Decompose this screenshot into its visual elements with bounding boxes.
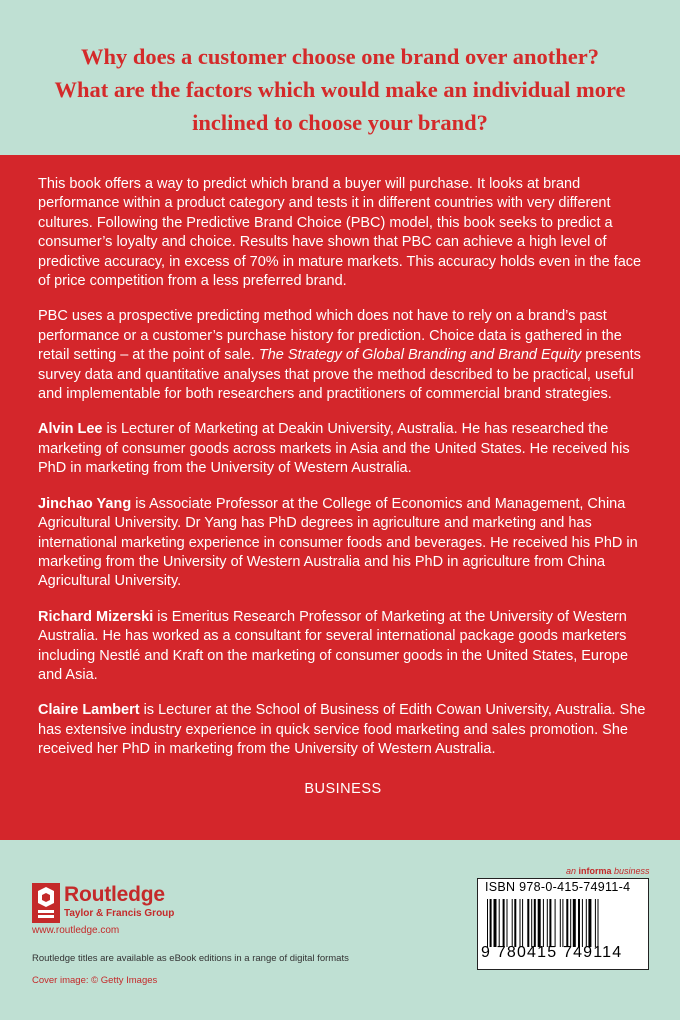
isbn-label: ISBN 978-0-415-74911-4 <box>485 880 631 894</box>
publisher-group: Taylor & Francis Group <box>64 908 175 919</box>
author-bio: Richard Mizerski is Emeritus Research Professor of Marketing at the University of Western Australia. He has worked as a consultant for several international package goods marketers including Nestlé and Kraft on the marketing of consumer goods in the United States, Europe and Asia. <box>38 608 629 683</box>
informa-tagline: an informa business <box>566 866 650 876</box>
ebook-note: Routledge titles are available as eBook editions in a range of digital formats <box>32 953 349 964</box>
barcode-digits: 9 780415 749114 <box>481 944 623 961</box>
description-text <box>38 175 648 799</box>
headline <box>30 40 650 139</box>
author-bio: Claire Lambert is Lecturer at the School of Business of Edith Cowan University, Australia. She has extensive industry experience in quick service food marketing and sales promotion. She received her PhD in marketing from the University of Western Australia. <box>38 702 646 758</box>
author-name: Claire Lambert <box>38 702 140 719</box>
author-bio: Alvin Lee is Lecturer of Marketing at Deakin University, Australia. He has researched the marketing of consumer goods across markets in Asia and the United States. He received his PhD in marketing from the University of Western Australia. <box>38 421 630 477</box>
blurb-paragraph-2: PBC uses a prospective predicting method which does not have to rely on a brand’s past performance or a customer’s purchase history for prediction. Choice data is gathered in the retail setting – at the point of sale. The Strategy of Global Branding and Brand Equity presents survey data and quantitative analyses that prove the method described to be practical, useful and implementable for both researchers and practitioners of commercial brand strategies. <box>38 308 641 403</box>
barcode-icon <box>485 899 641 947</box>
publisher-url[interactable]: www.routledge.com <box>32 925 120 936</box>
author-name: Richard Mizerski <box>38 608 154 625</box>
headline-line-2: What are the factors which would make an individual more <box>54 77 626 102</box>
author-name: Alvin Lee <box>38 421 103 438</box>
headline-line-1: Why does a customer choose one brand over another? <box>81 44 599 69</box>
subject-category: BUSINESS <box>304 780 382 797</box>
routledge-logo-icon <box>32 883 60 923</box>
cover-credit: Cover image: © Getty Images <box>32 975 158 986</box>
publisher-name: Routledge <box>64 883 165 906</box>
author-bio: Jinchao Yang is Associate Professor at the College of Economics and Management, China Agricultural University. Dr Yang has PhD degrees in agriculture and marketing and has international marketing experience in consumer foods and beverages. He received his PhD in marketing from the University of Western Australia and his PhD in agriculture from China Agricultural University. <box>38 495 638 590</box>
blurb-paragraph-1: This book offers a way to predict which brand a buyer will purchase. It looks at brand performance within a product category and tests it in different countries with very different cultures. Following the Predictive Brand Choice (PBC) model, this book seeks to predict a consumer’s loyalty and choice. Results have shown that PBC can achieve a high level of predictive accuracy, in excess of 70% in mature markets. This accuracy holds even in the face of price competition from a less preferred brand. <box>38 176 642 290</box>
author-name: Jinchao Yang <box>38 495 132 512</box>
headline-line-3: inclined to choose your brand? <box>192 110 488 135</box>
book-title: The Strategy of Global Branding and Brand Equity <box>258 347 582 364</box>
